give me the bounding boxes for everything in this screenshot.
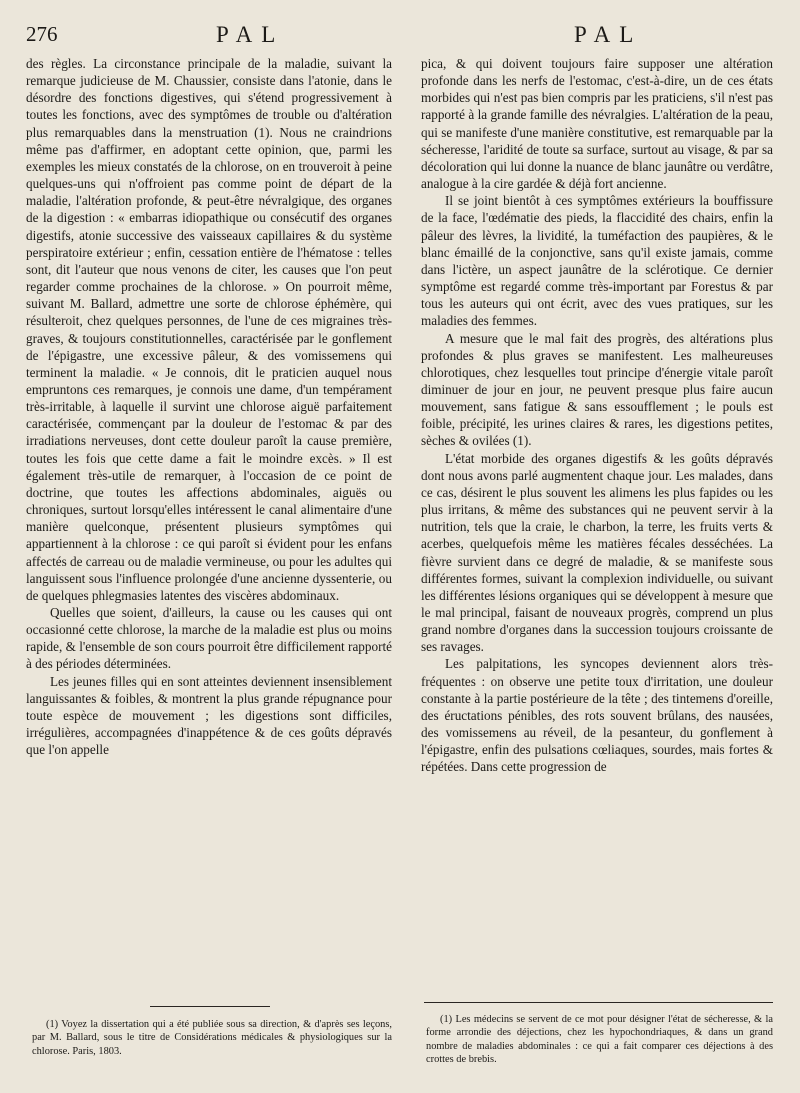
running-head-left: PAL — [216, 22, 285, 47]
paragraph: Il se joint bientôt à ces symptômes extérieurs la bouffissure de la face, l'œdématie des pieds, la flaccidité des chairs, enfin la pâleur des lèvres, la lividité, la tuméfaction des paupières, & le blanc émaillé de la conjonctive, sans qu'il existe jamais, comme dans l'ictère, un aspect jaunâtre de la sclérotique. Ce dernier symptôme est regardé comme très-important par Forestus & par tous les auteurs qui ont écrit, avec des vues pratiques, sur les maladies des femmes. — [421, 193, 773, 329]
paragraph: pica, & qui doivent toujours faire supposer une altération profonde dans les nerfs de l'estomac, c'est-à-dire, un de ces états morbides qui n'est pas bien compris par les praticiens, s'il n'est pas rapporté à la grande famille des névralgies. L'altération de la peau, qui se manifeste d'une manière constitutive, est remarquable par la sécheresse, l'aridité de toute sa surface, surtout au visage, & par sa décoloration qui lui donne la nuance de blanc jaunâtre ou verdâtre, analogue à la cire gardée & déjà fort ancienne. — [421, 56, 773, 192]
footnote-left — [32, 1018, 392, 1058]
paragraph: Les jeunes filles qui en sont atteintes deviennent insensiblement languissantes & foibles, & montrent la plus grande répugnance pour toute espèce de mouvement ; les digestions sont difficiles, irrégulières, accompagnées d'inappétence & de ces goûts dépravés que l'on appelle — [26, 673, 392, 758]
footnote-text: (1) Les médecins se servent de ce mot pour désigner l'état de sécheresse, & la forme arrondie des déjections, chez les hypochondriaques, & dans un grand nombre de maladies abdominales : ce qui a fait comparer ces déjections à des crottes de brebis. — [426, 1014, 773, 1066]
footnote-right — [426, 1013, 773, 1067]
paragraph: L'état morbide des organes digestifs & les goûts dépravés dont nous avons parlé augmentent chaque jour. Les malades, dans ce cas, désirent le plus souvent les alimens les plus fapides ou les plus irritans, & même des substances qui ne peuvent servir à la nutrition, tels que la craie, le charbon, la terre, les fruits verts & acerbes, quelquefois même les matières fécales desséchées. La fièvre survient dans ce degré de maladie, & se manifeste sous différentes formes, suivant la complexion individuelle, ou suivant les différentes lésions organiques qui se développent à mesure que le mal principal, faisant de nouveaux progrès, comprend un plus grand nombre d'organes dans la succession toujours croissante de ses ravages. — [421, 450, 773, 655]
footnote-rule-left — [150, 1006, 270, 1007]
paragraph: A mesure que le mal fait des progrès, des altérations plus profondes & plus graves se manifestent. Les malheureuses chlorotiques, chez lesquelles tout principe d'énergie vitale paroît diminuer de jour en jour, ne peuvent presque plus faire aucun mouvement, sans fatigue & sans essoufflement ; le pouls est foible, précipité, les urines claires & rares, les digestions petites, sèches & ovilées (1). — [421, 330, 773, 449]
paragraph: Les palpitations, les syncopes deviennent alors très-fréquentes : on observe une petite toux d'irritation, une douleur constante à la partie postérieure de la tête ; des tintemens d'oreille, des éructations pénibles, des rots souvent brûlans, des nausées, des vomissemens au réveil, de la pesanteur, du gonflement à l'épigastre, enfin des pulsations cœliaques, sourdes, mais fortes & répétées. Dans cette progression de — [421, 656, 773, 775]
right-column — [421, 55, 773, 776]
page-number: 276 — [26, 22, 58, 46]
paragraph: des règles. La circonstance principale de la maladie, suivant la remarque judicieuse de M. Chaussier, consiste dans l'atonie, dans le désordre des fonctions digestives, qui s'étend progressivement à toutes les fonctions, avec des symptômes de trouble ou d'altération plus remarquables dans la menstruation (1). Nous ne craindrions même pas d'affirmer, en adoptant cette opinion, que, parmi les exemples les mieux constatés de la chlorose, on en trouveroit à peine quelques-uns qui n'offroient pas comme point de départ de la maladie, l'altération profonde, & peut-être névralgique, des organes de la digestion : « embarras idiopathique ou consécutif des organes digestifs, atonie successive des vaisseaux capillaires & du système perspiratoire extérieur ; enfin, cessation entière de l'hématose : telles sont, dit l'auteur que nous venons de citer, les causes que l'on peut regarder comme prochaines de la chlorose. » On pourroit même, suivant M. Ballard, admettre une sorte de chlorose éphémère, qui résulteroit, chez quelques personnes, de l'une de ces migraines très-graves, & toujours constitutionnelles, caractérisée par le gonflement de l'épigastre, une excessive pâleur, & des vomissemens qui terminent la maladie. « Je connois, dit le praticien auquel nous empruntons ces remarques, je connois une dame, d'un tempérament très-irritable, à laquelle il survint une chlorose aiguë parfaitement caractérisée, commençant par la douleur de l'estomac & par des irradiations nerveuses, dont cette douleur paroît la cause première, toutes les fois que cette dame a fait le moindre excès. » Il est également très-utile de remarquer, à l'occasion de ce point de doctrine, que toutes les affections abdominales, aiguës ou chroniques, surtout lorsqu'elles intéressent le canal alimentaire d'une manière quelconque, présentent plusieurs symptômes qui appartiennent à la chlorose : ce qui paroît si évident pour les enfans affectés de carreau ou de maladie vermineuse, ou pour les adultes qui languissent sous l'influence prolongée d'une ancienne dyssenterie, ou de quelques phlegmasies latentes des viscères abdominaux. — [26, 56, 392, 603]
footnote-text: (1) Voyez la dissertation qui a été publiée sous sa direction, & d'après ses leçons, par M. Ballard, sous le titre de Considérations médicales & physiologiques sur la chlorose. Paris, 1803. — [32, 1019, 392, 1057]
page-header — [26, 22, 772, 52]
footnote-rule-right — [424, 1002, 773, 1003]
left-column — [26, 55, 392, 758]
running-head-right: PAL — [574, 22, 643, 47]
paragraph: Quelles que soient, d'ailleurs, la cause ou les causes qui ont occasionné cette chlorose, la marche de la maladie est plus ou moins rapide, & l'ensemble de son cours pourroit être difficilement rapporté à des périodes déterminées. — [26, 605, 392, 672]
